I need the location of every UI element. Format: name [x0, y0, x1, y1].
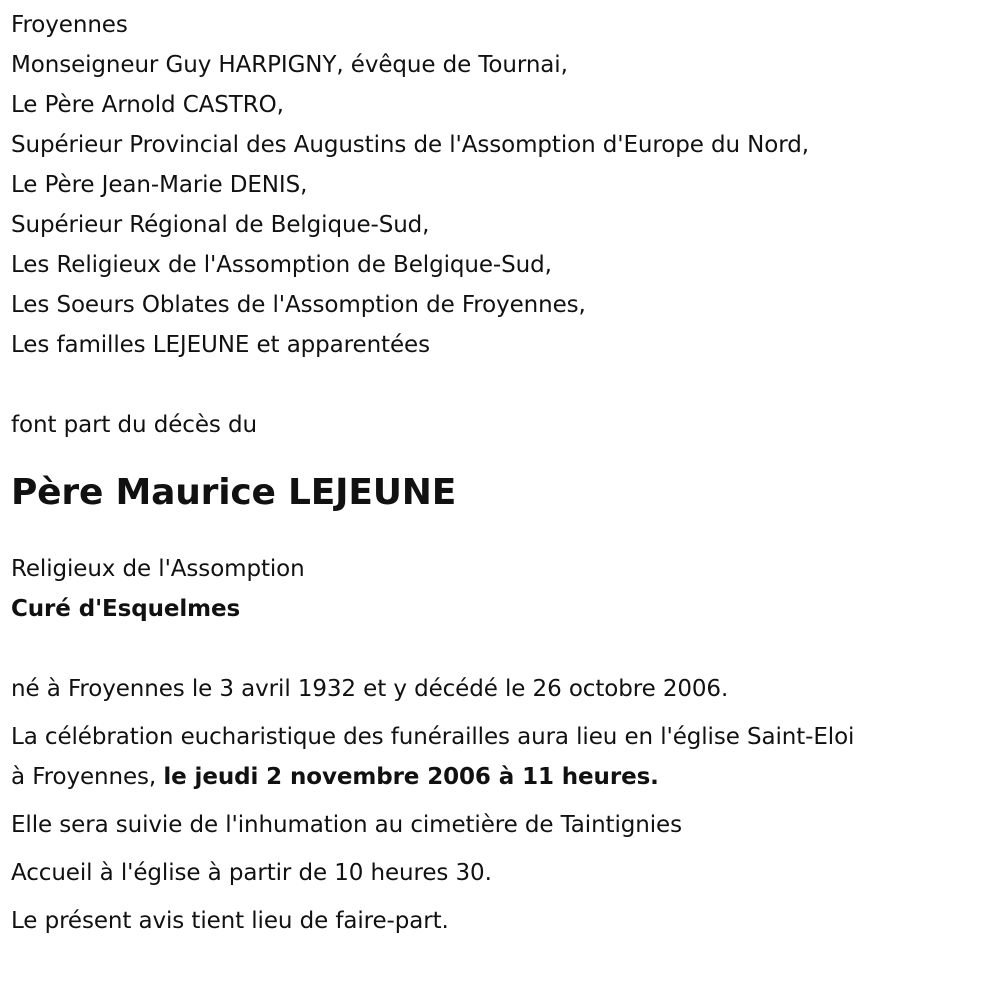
- sender-sisters: Les Soeurs Oblates de l'Assomption de Froyennes,: [11, 292, 586, 318]
- sender-provincial-name: Le Père Arnold CASTRO,: [11, 92, 284, 118]
- role-order: Religieux de l'Assomption: [11, 556, 305, 582]
- funeral-second-line: [11, 757, 996, 797]
- sender-religious: Les Religieux de l'Assomption de Belgique-Sud,: [11, 252, 552, 278]
- sender-regional-name: Le Père Jean-Marie DENIS,: [11, 172, 308, 198]
- notice-line: Le présent avis tient lieu de faire-part.: [11, 908, 449, 934]
- sender-location: Froyennes: [11, 12, 128, 38]
- senders-list: [11, 5, 996, 365]
- sender-bishop: Monseigneur Guy HARPIGNY, évêque de Tournai,: [11, 52, 568, 78]
- deceased-name: Père Maurice LEJEUNE: [11, 472, 457, 513]
- announcement-text: font part du décès du: [11, 412, 257, 438]
- sender-provincial-title: Supérieur Provincial des Augustins de l'Assomption d'Europe du Nord,: [11, 132, 809, 158]
- death-notice: [11, 0, 996, 941]
- birth-death-line: né à Froyennes le 3 avril 1932 et y décédé le 26 octobre 2006.: [11, 676, 729, 702]
- funeral-paragraph: [11, 717, 996, 797]
- funeral-intro: La célébration eucharistique des funérailles aura lieu en l'église Saint-Eloi: [11, 724, 855, 750]
- funeral-place: à Froyennes,: [11, 764, 164, 790]
- sender-families: Les familles LEJEUNE et apparentées: [11, 332, 430, 358]
- funeral-datetime: le jeudi 2 novembre 2006 à 11 heures.: [163, 764, 659, 790]
- welcome-text: [11, 853, 996, 893]
- burial-text: [11, 805, 996, 845]
- burial-line: Elle sera suivie de l'inhumation au cimetière de Taintignies: [11, 812, 682, 838]
- sender-regional-title: Supérieur Régional de Belgique-Sud,: [11, 212, 430, 238]
- notice-text: [11, 901, 996, 941]
- birth-death-text: [11, 669, 996, 709]
- role-parish: Curé d'Esquelmes: [11, 596, 241, 622]
- welcome-line: Accueil à l'église à partir de 10 heures 30.: [11, 860, 492, 886]
